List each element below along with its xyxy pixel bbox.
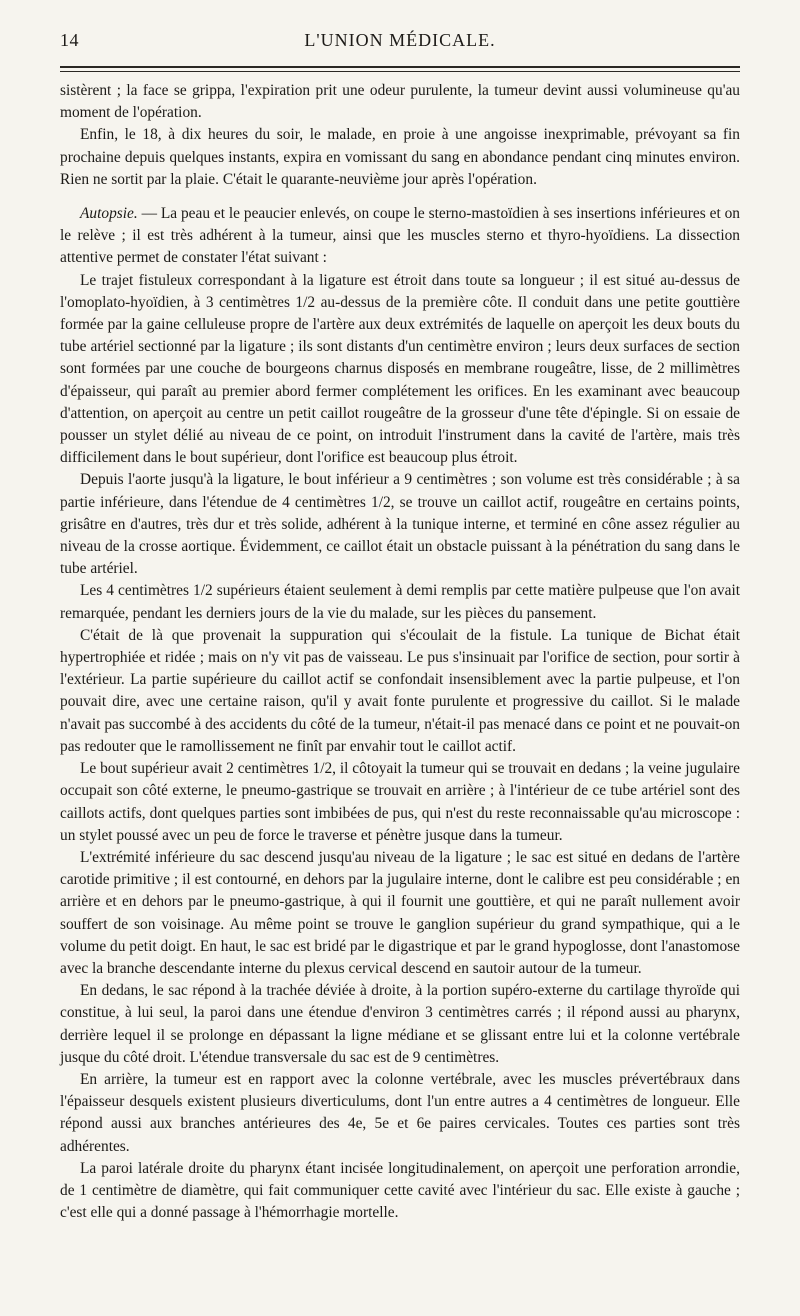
page-number: 14 — [60, 30, 79, 50]
paragraph: Les 4 centimètres 1/2 supérieurs étaient seulement à demi remplis par cette matière pulpeuse que l'on avait remarquée, pendant les derniers jours de la vie du malade, sur les pièces du pansement. — [60, 582, 740, 622]
paragraph: Depuis l'aorte jusqu'à la ligature, le bout inférieur a 9 centimètres ; son volume est très considérable ; à sa partie inférieure, dans l'étendue de 4 centimètres 1/2, se trouve un caillot actif, rougeâtre en certains points, grisâtre en d'autres, très dur et très solide, adhérent à la tunique interne, et terminé en cône assez régulier au niveau de la crosse aortique. Évidemment, ce caillot était un obstacle puissant à la pénétration du sang dans le tube artériel. — [60, 471, 740, 578]
paragraph: L'extrémité inférieure du sac descend jusqu'au niveau de la ligature ; le sac est situé en dedans de l'artère carotide primitive ; il est contourné, en dehors par la jugulaire interne, dont le calibre est peu considérable ; en arrière et en dehors par le pneumo-gastrique, à qui il fournit une gouttière, et qui ne paraît nullement avoir souffert de son voisinage. Au même point se trouve le ganglion supérieur du grand sympathique, qui a le volume du petit doigt. En haut, le sac est bridé par le digastrique et par le grand hypoglosse, dont l'anastomose avec la branche descendante interne du plexus cervical descend en sautoir autour de la tumeur. — [60, 848, 740, 977]
autopsie-paragraph — [60, 203, 740, 270]
paragraph: Enfin, le 18, à dix heures du soir, le malade, en proie à une angoisse inexprimable, prévoyant sa fin prochaine depuis quelques instants, expira en vomissant du sang en abondance pendant cinq minutes environ. Rien ne sortit par la plaie. C'était le quarante-neuvième jour après l'opération. — [60, 126, 740, 188]
paragraph: C'était de là que provenait la suppuration qui s'écoulait de la fistule. La tunique de Bichat était hypertrophiée et ridée ; mais on n'y vit pas de vaisseau. Le pus s'insinuait par l'orifice de section, pour sortir à l'extérieur. La partie supérieure du caillot actif se confondait insensiblement avec la partie pulpeuse, et l'on pouvait dire, avec une certaine raison, qu'il y avait fonte purulente et progressive du caillot. Si le malade n'avait pas succombé à des accidents du côté de la tumeur, n'était-il pas menacé dans ce point et ne pouvait-on pas redouter que le ramollissement ne finît par envahir tout le caillot actif. — [60, 626, 740, 755]
paragraph: La paroi latérale droite du pharynx étant incisée longitudinalement, on aperçoit une perforation arrondie, de 1 centimètre de diamètre, qui fait communiquer cette cavité avec l'intérieur du sac. Elle existe à gauche ; c'est elle qui a donné passage à l'hémorrhagie mortelle. — [60, 1159, 740, 1222]
header-rule-thin — [60, 71, 740, 72]
section-label: Autopsie. — [80, 205, 138, 223]
paragraph: Le trajet fistuleux correspondant à la ligature est étroit dans toute sa longueur ; il est situé au-dessus de l'omoplato-hyoïdien, à 3 centimètres 1/2 au-dessus de la première côte. Il conduit dans une petite gouttière formée par la gaine celluleuse propre de l'artère aux deux extrémités de laquelle on aperçoit les deux bouts du tube artériel sectionné par la ligature ; ils sont distants d'un centimètre environ ; leurs deux surfaces de section sont formées par une couche de bourgeons charnus disposés en membrane rougeâtre, lisse, de 2 millimètres d'épaisseur, qui paraît au premier abord fermer complétement les orifices. En les examinant avec beaucoup d'attention, on aperçoit au centre un petit caillot rougeâtre de la grosseur d'une tête d'épingle. Si on essaie de pousser un stylet délié au niveau de ce point, on introduit l'instrument dans la cavité de l'artère, mais très difficilement dans le bout supérieur, dont l'orifice est beaucoup plus étroit. — [60, 271, 740, 467]
paragraph: En dedans, le sac répond à la trachée déviée à droite, à la portion supéro-externe du cartilage thyroïde qui constitue, à lui seul, la paroi dans une étendue d'environ 3 centimètres carrés ; il répond aussi au pharynx, derrière lequel il se prolonge en dépassant la ligne médiane et se glissant entre lui et la colonne vertébrale jusque du côté droit. L'étendue transversale du sac est de 9 centimètres. — [60, 982, 740, 1066]
paragraph-text: — La peau et le peaucier enlevés, on coupe le sterno-mastoïdien à ses insertions inférieures et on le relève ; il est très adhérent à la tumeur, ainsi que les muscles sterno et thyro-hyoïdiens. La dissection attentive permet de constater l'état suivant : — [60, 205, 740, 267]
header-rule — [60, 66, 740, 68]
paragraph: sistèrent ; la face se grippa, l'expiration prit une odeur purulente, la tumeur devint aussi volumineuse qu'au moment de l'opération. — [60, 82, 740, 122]
paragraph: En arrière, la tumeur est en rapport avec la colonne vertébrale, avec les muscles prévertébraux dans l'épaisseur desquels existent plusieurs diverticulums, dont l'un entre autres a 4 centimètres de longueur. Elle répond aussi aux branches antérieures des 4e, 5e et 6e paires cervicales. Toutes ces parties sont très adhérentes. — [60, 1070, 740, 1155]
body-text — [60, 80, 740, 1224]
journal-title: L'UNION MÉDICALE. — [304, 30, 496, 50]
running-head — [60, 30, 740, 60]
paragraph: Le bout supérieur avait 2 centimètres 1/2, il côtoyait la tumeur qui se trouvait en dedans ; la veine jugulaire occupait son côté externe, le pneumo-gastrique se trouvait en arrière ; à l'intérieur de ce tube artériel sont des caillots actifs, dont quelques parties sont imbibées de pus, qui n'est du reste reconnaissable qu'au microscope : un stylet poussé avec un peu de force le traverse et pénètre jusque dans la tumeur. — [60, 760, 740, 844]
